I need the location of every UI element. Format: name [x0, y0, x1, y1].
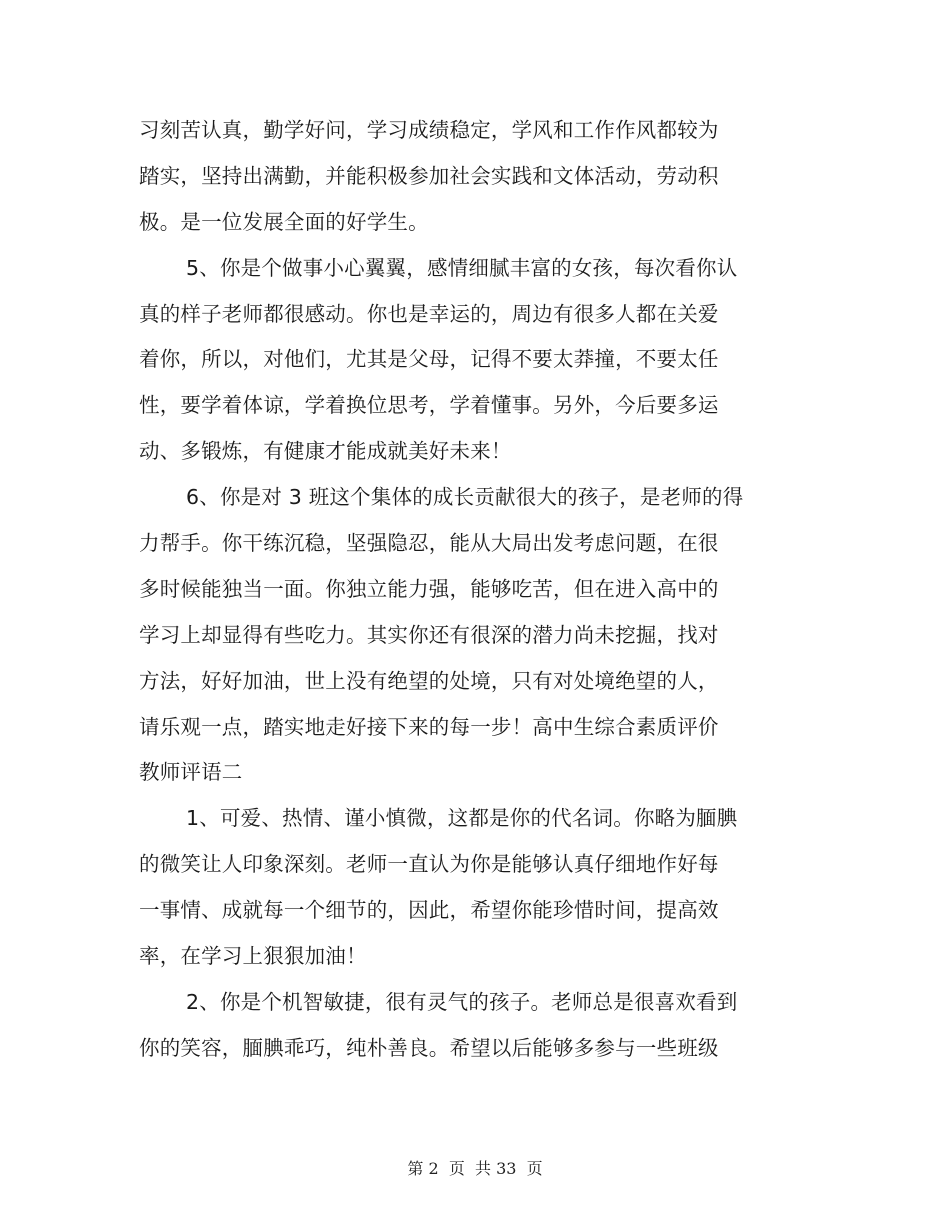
text-line: 动、多锻炼，有健康才能成就美好未来！ — [139, 439, 512, 464]
text-line: 着你，所以，对他们，尤其是父母，记得不要太莽撞，不要太任 — [139, 347, 719, 372]
text-line: 性，要学着体谅，学着换位思考，学着懂事。另外，今后要多运 — [139, 393, 719, 418]
text-line: 5、你是个做事小心翼翼，感情细腻丰富的女孩，每次看你认 — [186, 255, 738, 280]
text-line: 学习上却显得有些吃力。其实你还有很深的潜力尚未挖掘，找对 — [139, 622, 719, 647]
text-line: 真的样子老师都很感动。你也是幸运的，周边有很多人都在关爱 — [139, 301, 719, 326]
text-line: 习刻苦认真，勤学好问，学习成绩稳定，学风和工作作风都较为 — [139, 118, 719, 142]
text-line: 2、你是个机智敏捷，很有灵气的孩子。老师总是很喜欢看到 — [186, 989, 738, 1014]
text-line: 极。是一位发展全面的好学生。 — [139, 209, 429, 234]
text-line: 6、你是对 3 班这个集体的成长贡献很大的孩子，是老师的得 — [186, 485, 744, 510]
text-line: 方法，好好加油，世上没有绝望的处境，只有对处境绝望的人， — [139, 668, 719, 693]
text-line: 一事情、成就每一个细节的，因此，希望你能珍惜时间，提高效 — [139, 898, 719, 923]
text-line: 踏实，坚持出满勤，并能积极参加社会实践和文体活动，劳动积 — [139, 163, 719, 188]
text-line: 教师评语二 — [139, 760, 243, 785]
text-line: 率，在学习上狠狠加油！ — [139, 944, 367, 969]
text-line: 请乐观一点，踏实地走好接下来的每一步！高中生综合素质评价 — [139, 714, 719, 739]
text-line: 多时候能独当一面。你独立能力强，能够吃苦，但在进入高中的 — [139, 576, 719, 601]
text-line: 的微笑让人印象深刻。老师一直认为你是能够认真仔细地作好每 — [139, 852, 719, 877]
text-line: 1、可爱、热情、谨小慎微，这都是你的代名词。你略为腼腆 — [186, 806, 738, 831]
text-line: 力帮手。你干练沉稳，坚强隐忍，能从大局出发考虑问题，在很 — [139, 531, 719, 556]
page-footer: 第 2 页 共 33 页 — [407, 1159, 543, 1178]
document-body — [139, 108, 779, 1072]
text-line: 你的笑容，腼腆乖巧，纯朴善良。希望以后能够多参与一些班级 — [139, 1035, 719, 1060]
